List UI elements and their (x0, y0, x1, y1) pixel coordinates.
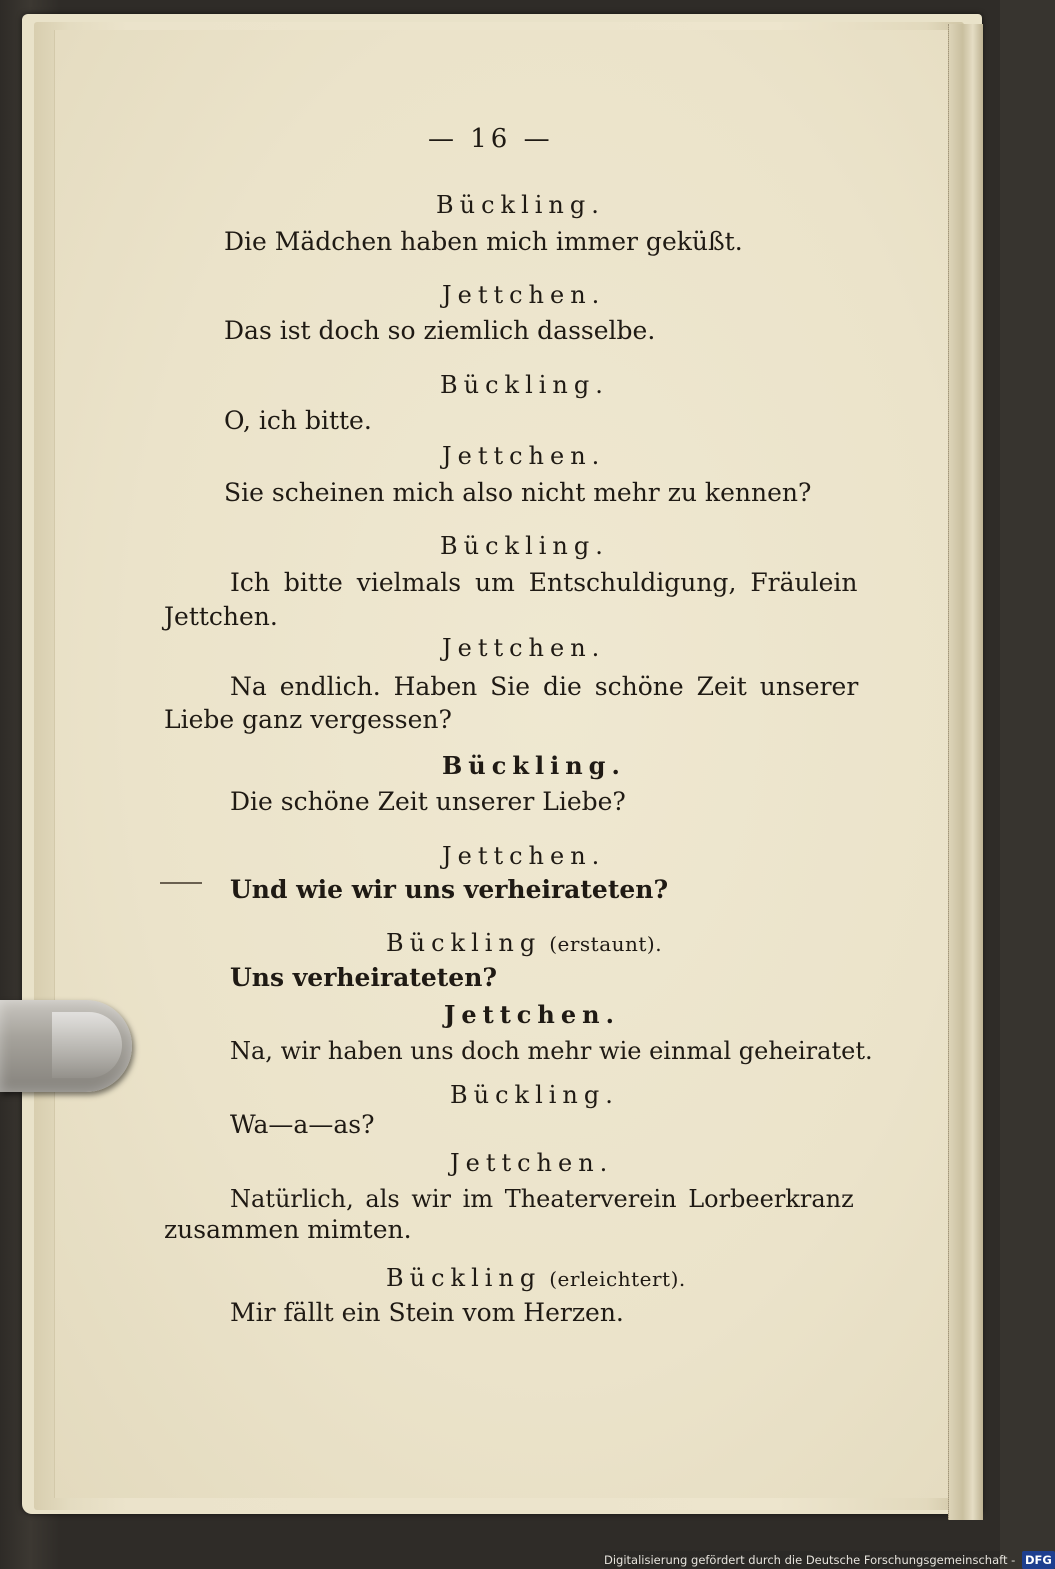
speaker-with-stage (386, 1263, 686, 1294)
page-number: — 16 — (428, 124, 554, 154)
speaker-line: Bückling. (436, 191, 605, 219)
speaker-name: Bückling (386, 929, 542, 957)
speech-line: Liebe ganz vergessen? (164, 705, 452, 734)
speech-line: Ich bitte vielmals um Entschuldigung, Fräulein (230, 568, 858, 597)
speaker-name: Bückling (386, 1264, 542, 1292)
speaker-line: Jettchen. (442, 442, 606, 470)
speaker-line: Jettchen. (442, 634, 606, 662)
speech-line: Mir fällt ein Stein vom Herzen. (230, 1298, 624, 1327)
ink-dash-mark (160, 882, 202, 884)
speech-line: Na endlich. Haben Sie die schöne Zeit unserer (230, 672, 859, 701)
speaker-line: Jettchen. (444, 1000, 620, 1029)
speaker-line: Jettchen. (442, 281, 606, 309)
speech-line: Die schöne Zeit unserer Liebe? (230, 787, 626, 816)
footer-text: Digitalisierung gefördert durch die Deutsche Forschungsgemeinschaft - (604, 1553, 1016, 1567)
speaker-line: Jettchen. (450, 1149, 614, 1177)
speech-line: Sie scheinen mich also nicht mehr zu kennen? (224, 478, 812, 507)
speech-line: Wa—a—as? (230, 1110, 375, 1139)
speaker-with-stage (386, 928, 662, 959)
speech-line: Die Mädchen haben mich immer geküßt. (224, 227, 743, 256)
speaker-line: Jettchen. (442, 842, 606, 870)
speaker-line: Bückling. (440, 532, 609, 560)
digitization-footer (604, 1551, 1052, 1569)
speaker-line: Bückling. (440, 371, 609, 399)
stage-direction: (erleichtert). (549, 1267, 686, 1291)
speech-line: Uns verheirateten? (230, 963, 498, 992)
speaker-line: Bückling. (442, 751, 626, 780)
speech-line: Na, wir haben uns doch mehr wie einmal geheiratet. (230, 1037, 873, 1065)
stage-direction: (erstaunt). (549, 932, 663, 956)
speech-line: O, ich bitte. (224, 406, 372, 435)
scanner-thumb (0, 1000, 132, 1092)
speech-line: zusammen mimten. (164, 1215, 412, 1244)
speech-line: Und wie wir uns verheirateten? (230, 875, 669, 904)
dfg-logo: DFG (1022, 1551, 1055, 1569)
speech-line: Das ist doch so ziemlich dasselbe. (224, 316, 656, 345)
speech-line: Natürlich, als wir im Theaterverein Lorbeerkranz (230, 1185, 854, 1213)
speech-line: Jettchen. (164, 602, 278, 631)
speaker-line: Bückling. (450, 1081, 619, 1109)
